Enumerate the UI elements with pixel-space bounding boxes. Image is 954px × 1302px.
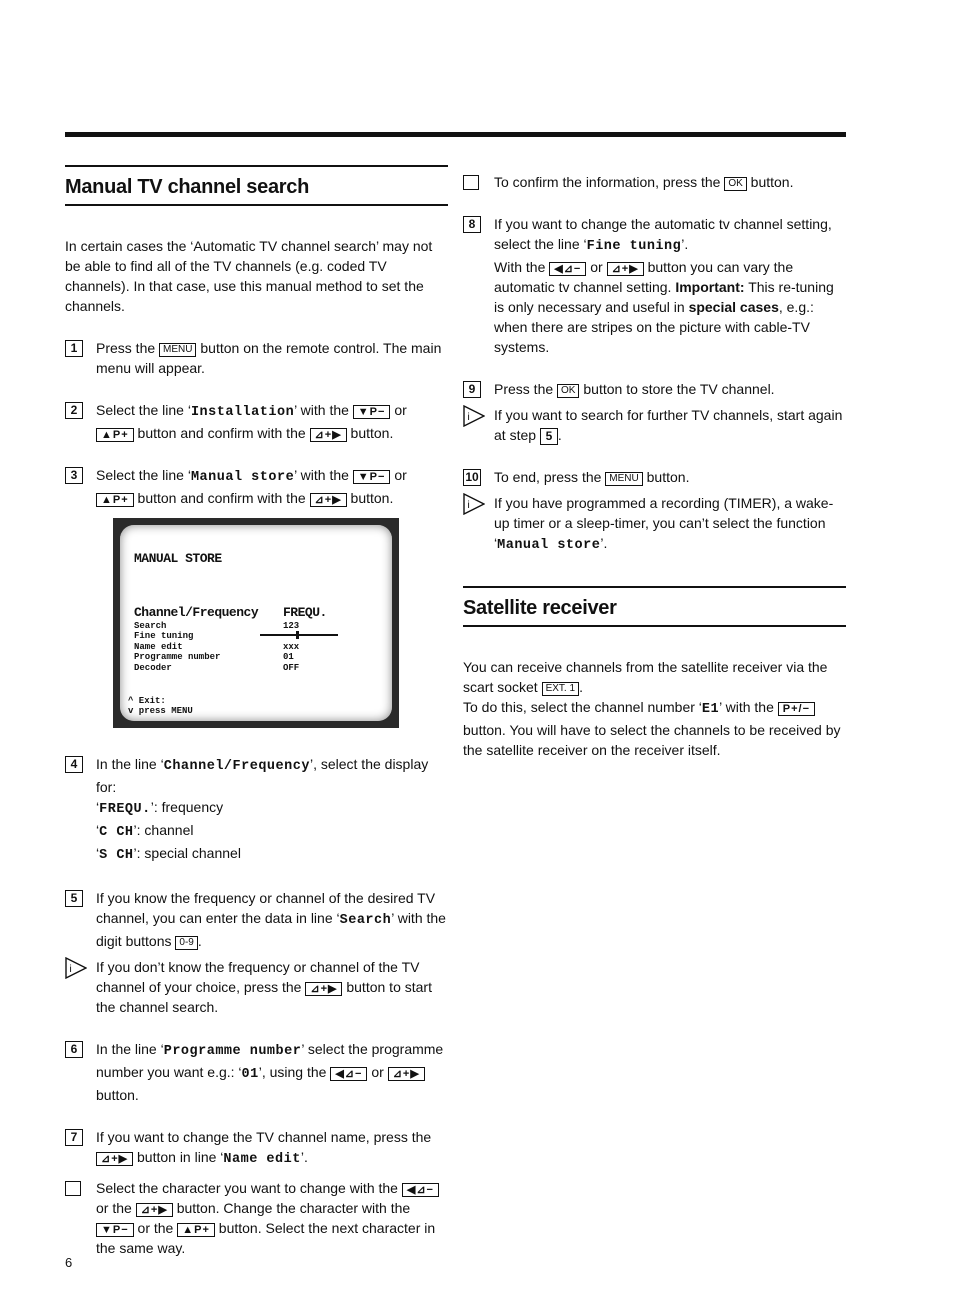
p-plus-key: ▲P+ (177, 1223, 215, 1237)
screen-exit-line: ^ Exit: (128, 696, 166, 706)
step-8: 8 If you want to change the automatic tv channel setting, select the line ‘Fine tuning’. With the ◀⊿− or ⊿+▶ button you can vary the automatic tv channel setting. Important: This re-tuning is only necessary and useful in special cases, e.g.: when there are stripes on the picture with cable-TV systems. (463, 214, 846, 357)
left-key: ◀⊿− (549, 262, 586, 276)
left-column (65, 165, 448, 1258)
step-10: 10 To end, press the MENU button. (463, 467, 846, 487)
step-5: 5 If you know the frequency or channel of the desired TV channel, you can enter the data in line ‘Search’ with the digit buttons 0-9 . (65, 888, 448, 951)
right-key: ⊿+▶ (607, 262, 644, 276)
screen-row: Decoder (134, 663, 172, 673)
section-title: Satellite receiver (463, 597, 617, 619)
step-9: 9 Press the OK button to store the TV channel. (463, 379, 846, 399)
step-1: 1 Press the MENU button on the remote control. The main menu will appear. (65, 338, 448, 378)
step-number: 7 (65, 1129, 83, 1146)
right-key: ⊿+▶ (305, 982, 342, 996)
left-key: ◀⊿− (330, 1067, 367, 1081)
section-heading (65, 165, 448, 206)
ext-key: EXT. 1 (542, 682, 579, 696)
step-7: 7 If you want to change the TV channel name, press the ⊿+▶ button in line ‘Name edit’. (65, 1127, 448, 1170)
tv-screen-illustration (113, 518, 399, 728)
screen-row: Name edit (134, 642, 183, 652)
p-minus-key: ▼P− (353, 470, 391, 484)
step-number: 1 (65, 340, 83, 357)
menu-item-code: Installation (190, 405, 295, 420)
top-rule (65, 132, 846, 137)
svg-text:i: i (467, 500, 470, 511)
checkbox-bullet (463, 175, 479, 190)
checkbox-bullet (65, 1181, 81, 1196)
screen-exit-line: v press MENU (128, 706, 193, 716)
page-number: 6 (65, 1255, 73, 1270)
right-key: ⊿+▶ (310, 493, 347, 507)
step-4: 4 In the line ‘Channel/Frequency’, select the display for: ‘FREQU.’: frequency ‘C CH’: channel ‘S CH’: special channel (65, 754, 448, 866)
right-key: ⊿+▶ (310, 428, 347, 442)
right-key: ⊿+▶ (96, 1152, 133, 1166)
left-key: ◀⊿− (402, 1183, 439, 1197)
right-key: ⊿+▶ (388, 1067, 425, 1081)
screen-row: Programme number (134, 652, 221, 662)
step-7-substep: Select the character you want to change with the ◀⊿− or the ⊿+▶ button. Change the character with the ▼P− or the ▲P+ button. Select the next character in the same way. (65, 1178, 448, 1258)
ok-key: OK (557, 384, 579, 398)
tv-screen (120, 525, 392, 721)
svg-text:i: i (69, 964, 72, 975)
satellite-paragraph: You can receive channels from the satellite receiver via the scart socket EXT. 1 . To do this, select the channel number ‘E1’ with the P+/− button. You will have to select the channels to be received by the satellite receiver on the receiver itself. (463, 659, 841, 758)
screen-title: MANUAL STORE (134, 551, 222, 566)
screen-value: xxx (283, 642, 300, 652)
slider-knob (296, 631, 299, 639)
menu-key: MENU (605, 472, 642, 486)
screen-value: 123 (283, 621, 300, 631)
screen-value: 01 (283, 652, 294, 662)
screen-head-label: Channel/Frequency (134, 605, 259, 620)
digit-key: 0-9 (175, 936, 197, 950)
p-minus-key: ▼P− (96, 1223, 134, 1237)
step-number: 4 (65, 756, 83, 773)
section-heading (463, 586, 846, 627)
step-number: 9 (463, 381, 481, 398)
note-10: i If you have programmed a recording (TIMER), a wake-up timer or a sleep-timer, you can’t select the function ‘Manual store’. (463, 493, 846, 556)
intro-paragraph: In certain cases the ‘Automatic TV channel search’ may not be able to find all of the TV channels (e.g. coded TV channels). In that case, use this manual method to set the channels. (65, 238, 433, 314)
step-6: 6 In the line ‘Programme number’ select the programme number you want e.g.: ‘01’, using the ◀⊿− or ⊿+▶ button. (65, 1039, 448, 1105)
note-9: i If you want to search for further TV channels, start again at step 5 . (463, 405, 846, 445)
p-minus-key: ▼P− (353, 405, 391, 419)
step-reference: 5 (540, 428, 558, 445)
step-number: 3 (65, 467, 83, 484)
step-2: 2 Select the line ‘Installation’ with the ▼P− or ▲P+ button and confirm with the ⊿+▶ button. (65, 400, 448, 443)
step-7-confirm: To confirm the information, press the OK button. (463, 172, 846, 192)
p-plus-key: ▲P+ (96, 428, 134, 442)
step-number: 10 (463, 469, 481, 486)
p-plus-minus-key: P+/− (778, 702, 815, 716)
screen-row: Search (134, 621, 167, 631)
screen-row: Fine tuning (134, 631, 194, 641)
info-icon (65, 957, 87, 979)
menu-key: MENU (159, 343, 196, 357)
section-title: Manual TV channel search (65, 176, 309, 198)
screen-head-value: FREQU. (283, 605, 327, 620)
info-icon (463, 493, 485, 515)
right-column (463, 172, 846, 760)
ok-key: OK (724, 177, 746, 191)
menu-item-code: Manual store (190, 470, 295, 485)
p-plus-key: ▲P+ (96, 493, 134, 507)
step-number: 6 (65, 1041, 83, 1058)
right-key: ⊿+▶ (136, 1203, 173, 1217)
info-icon (463, 405, 485, 427)
svg-text:i: i (467, 412, 470, 423)
fine-tuning-slider (260, 634, 338, 636)
step-number: 5 (65, 890, 83, 907)
screen-value: OFF (283, 663, 300, 673)
step-number: 8 (463, 216, 481, 233)
step-3: 3 Select the line ‘Manual store’ with the ▼P− or ▲P+ button and confirm with the ⊿+▶ button. (65, 465, 448, 508)
note-5: i If you don’t know the frequency or channel of the TV channel of your choice, press the ⊿+▶ button to start the channel search. (65, 957, 448, 1017)
step-number: 2 (65, 402, 83, 419)
